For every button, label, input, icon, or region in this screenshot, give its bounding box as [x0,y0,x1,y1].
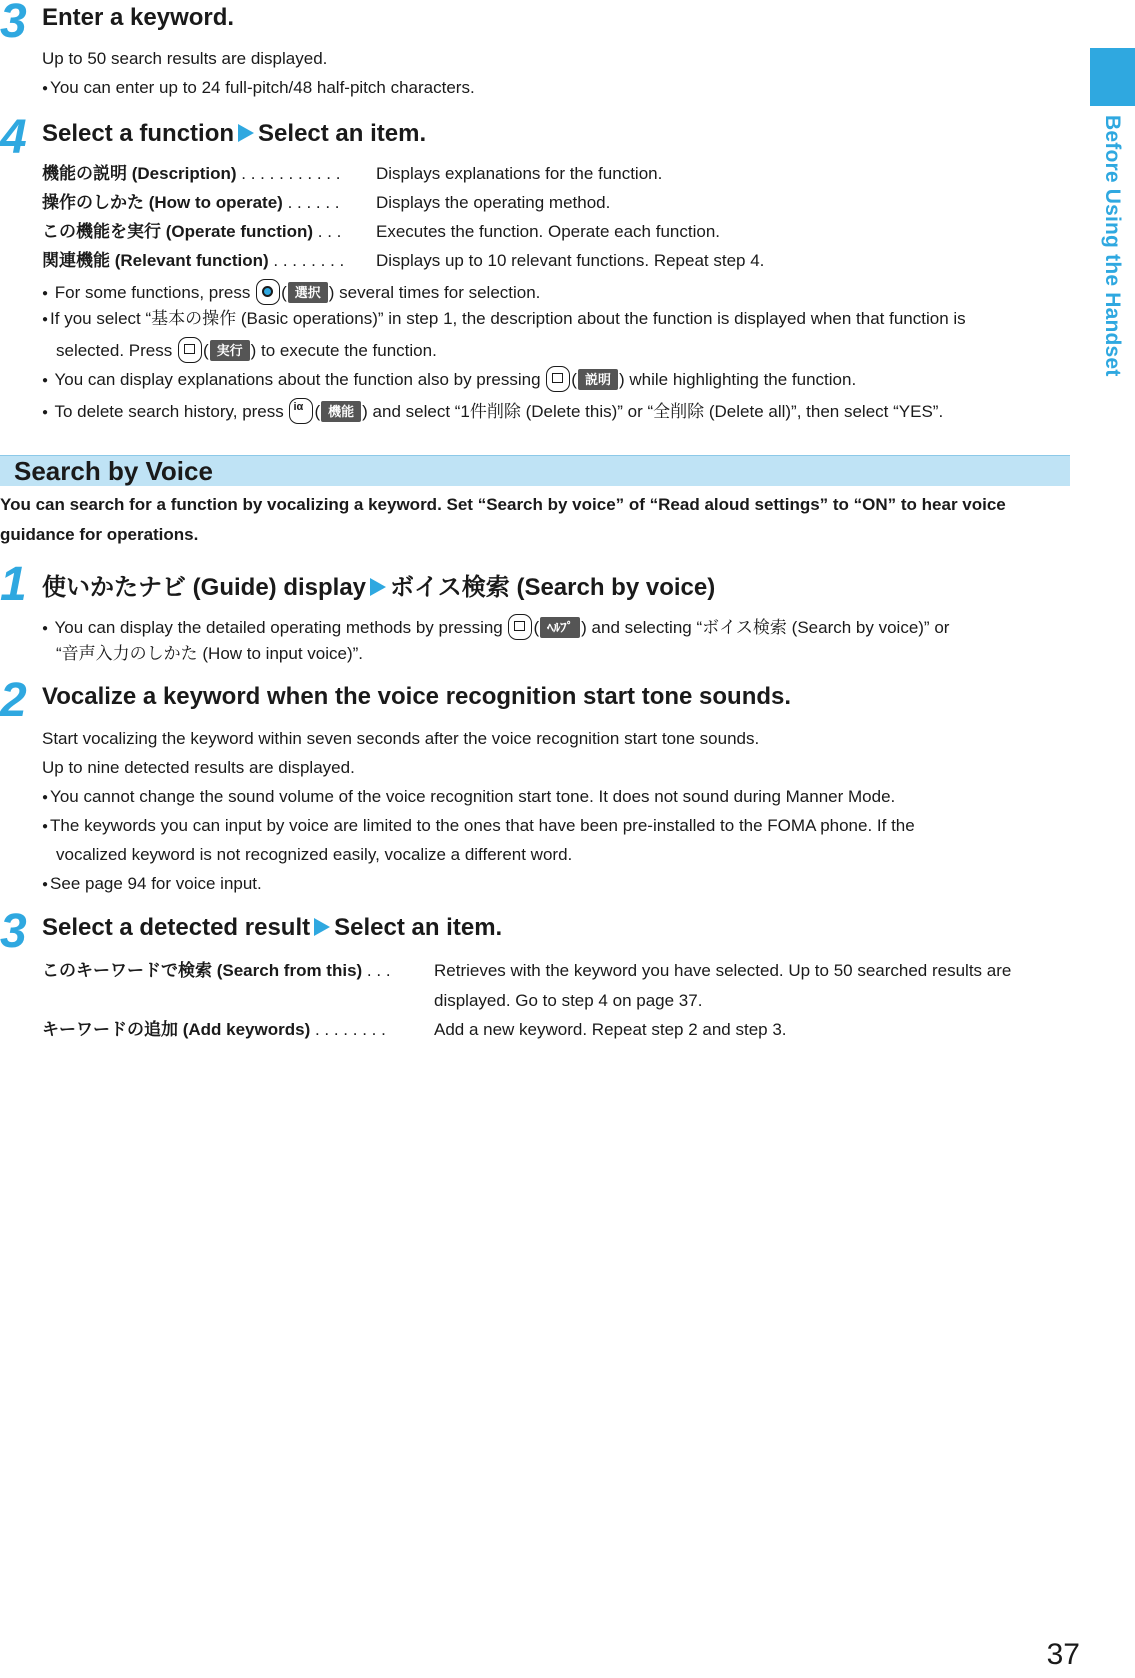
item-description: Displays the operating method. [376,193,611,212]
section-title: Search by Voice [14,456,213,486]
bullet-note: ● You cannot change the sound volume of the voice recognition start tone. It does not sound during Manner Mode. [42,786,895,809]
softkey-execute-icon: 実行 [210,340,250,361]
menu-item-description [42,163,663,185]
note-text: ) to execute the function. [250,341,437,360]
note-text: ) while highlighting the function. [618,370,857,389]
bullet-note: ● If you select “基本の操作 (Basic operations)” in step 1, the description about the function is displayed when that function is [42,308,966,331]
step-title [42,567,715,602]
menu-item-how-to-operate [42,192,611,214]
note-text: You can display explanations about the function also by pressing [54,370,546,389]
bullet-note: ● The keywords you can input by voice are limited to the ones that have been pre-installed to the FOMA phone. If the [42,815,915,838]
bullet-note-continued: “音声入力のしかた (How to input voice)”. [56,644,363,663]
leader-dots: . . . . . . . . . . . [236,164,341,183]
note-text: You can display the detailed operating methods by pressing [54,618,508,637]
step-number: 4 [0,111,27,164]
softkey-function-icon: 機能 [321,401,361,422]
softkey-explain-icon: 説明 [578,369,618,390]
step-number: 2 [0,674,27,727]
step-title: Enter a keyword. [42,4,235,31]
note-text: ) several times for selection. [328,283,541,302]
mail-key-icon [508,614,532,640]
item-label: 操作のしかた (How to operate) [42,193,283,212]
step-title-part2: Select an item. [258,120,427,147]
bullet-note-continued: selected. Press ( 実行 ) to execute the function. [56,337,437,363]
bullet-note: ● See page 94 for voice input. [42,873,262,896]
leader-dots: . . . . . . . . [310,1020,386,1039]
step-title-part1: Select a function [42,120,235,147]
page-number: 37 [1046,1638,1080,1671]
item-label: 関連機能 (Relevant function) [42,251,269,270]
item-description: Displays explanations for the function. [376,164,663,183]
note-text: To delete search history, press [54,402,289,421]
menu-item-search-from-this [42,960,1012,1010]
step-title [42,120,426,148]
leader-dots: . . . . . . . . [268,251,345,270]
softkey-select-icon: 選択 [288,282,328,303]
item-label: キーワードの追加 (Add keywords) [42,1020,311,1039]
bullet-note: ● You can enter up to 24 full-pitch/48 half-pitch characters. [42,77,475,100]
arrow-right-icon [370,578,386,596]
item-description: Add a new keyword. Repeat step 2 and step 3. [434,1020,787,1039]
bullet-note: ● You can display explanations about the function also by pressing ( 説明 ) while highlighting the function. [42,366,856,392]
step-text: Up to 50 search results are displayed. [42,49,328,68]
arrow-right-icon [314,918,330,936]
item-label: このキーワードで検索 (Search from this) [42,961,363,980]
arrow-right-icon [238,124,254,142]
step-number: 1 [0,558,27,611]
section-intro: You can search for a function by vocalizing a keyword. Set “Search by voice” of “Read aloud settings” to “ON” to hear voice guidance for operations. [0,495,1006,544]
menu-item-operate-function [42,221,720,243]
section-header-bar [0,455,1070,486]
bullet-note: ● You can display the detailed operating methods by pressing ( ﾍﾙﾌﾟ ) and selecting “ボイス検索 (Search by voice)” or [42,614,949,640]
step-title [42,914,502,942]
step-title-part2: Select an item. [334,914,503,941]
i-mode-key-icon: iα [289,398,313,424]
step-number: 3 [0,905,27,958]
leader-dots: . . . [313,222,342,241]
step-title-part1: 使いかたナビ (Guide) display [42,574,367,601]
note-text: ) and selecting “ボイス検索 (Search by voice)” or [581,618,950,637]
note-text: ) and select “1件削除 (Delete this)” or “全削除 (Delete all)”, then select “YES”. [362,402,944,421]
menu-item-relevant-function [42,250,765,272]
center-key-icon [256,279,280,305]
bullet-note-continued: vocalized keyword is not recognized easily, vocalize a different word. [56,845,573,864]
note-text: selected. Press [56,341,177,360]
step-number: 3 [0,0,27,48]
item-description: Retrieves with the keyword you have selected. Up to 50 searched results are [434,961,1012,980]
item-description: Displays up to 10 relevant functions. Repeat step 4. [376,251,765,270]
bullet-note: ● For some functions, press ( 選択 ) several times for selection. [42,279,540,305]
leader-dots: . . . [362,961,391,980]
step-title-part1: Select a detected result [42,914,311,941]
item-description: Executes the function. Operate each function. [376,222,720,241]
softkey-help-icon: ﾍﾙﾌﾟ [540,617,580,638]
item-description-continued: displayed. Go to step 4 on page 37. [434,991,703,1010]
step-title: Vocalize a keyword when the voice recognition start tone sounds. [42,683,792,710]
menu-item-add-keywords [42,1019,787,1041]
mail-key-icon [178,337,202,363]
side-tab-label: Before Using the Handset [1101,115,1124,377]
step-text: Start vocalizing the keyword within seven seconds after the voice recognition start tone sounds. [42,729,760,748]
bullet-note: ● To delete search history, press iα ( 機能 ) and select “1件削除 (Delete this)” or “全削除 (Delete all)”, then select “YES”. [42,398,943,424]
side-tab-marker [1090,48,1135,106]
item-label: 機能の説明 (Description) [42,164,237,183]
step-text: Up to nine detected results are displayed. [42,758,355,777]
note-text: For some functions, press [54,283,256,302]
mail-key-icon [546,366,570,392]
step-title-part2: ボイス検索 (Search by voice) [390,574,716,601]
item-label: この機能を実行 (Operate function) [42,222,314,241]
leader-dots: . . . . . . [282,193,340,212]
